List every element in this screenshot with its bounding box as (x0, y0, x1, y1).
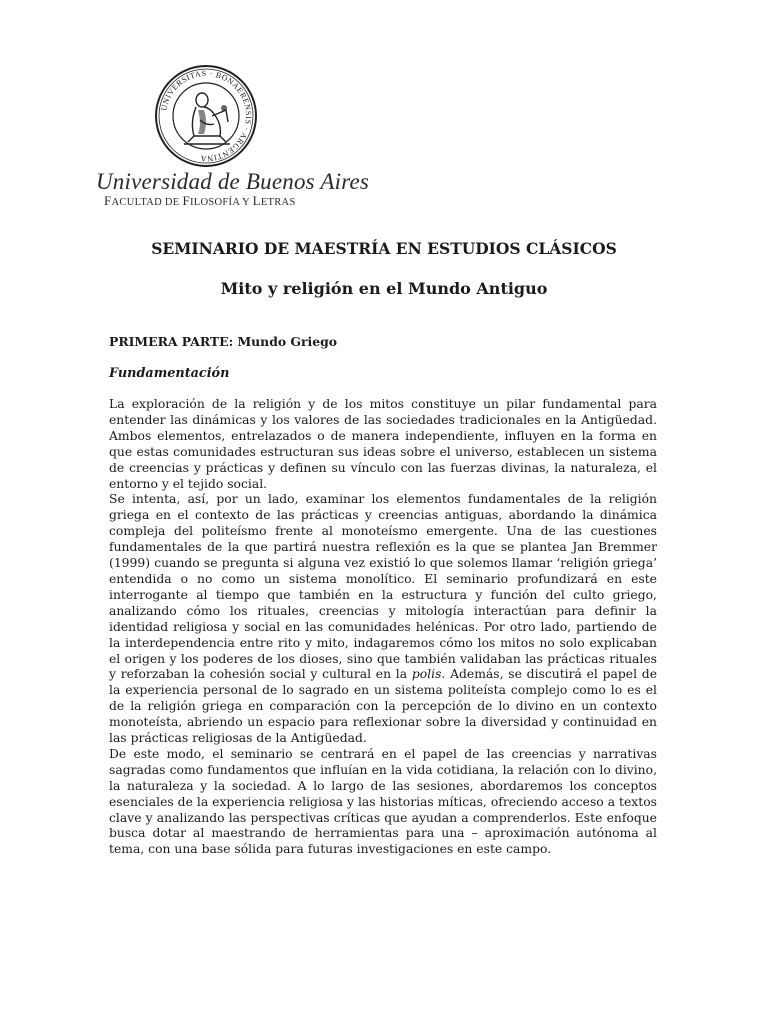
paragraph-text: . Además, se discutirá el papel de la experiencia personal de lo sagrado en un sistema politeísta complejo como lo es el de la religión griega en comparación con la percepción de lo divino en un contexto monoteísta, abriendo un espacio para reflexionar sobre la diversidad y continuidad en las prácticas religiosas de la Antigüedad. (109, 667, 657, 746)
seal-text: UNIVERSITAS · BONAERENSIS · ARGENTINA (159, 68, 254, 164)
faculty-initial: F (182, 193, 190, 208)
paragraph: La exploración de la religión y de los mitos constituye un pilar fundamental para entender las dinámicas y los valores de las sociedades tradicionales en la Antigüedad. Ambos elementos, entrelazados o de manera independiente, influyen en la forma en que estas comunidades estructuran sus ideas sobre el universo, establecen un sistema de creencias y prácticas y definen su vínculo con las fuerzas divinas, la naturaleza, el entorno y el tejido social. (109, 397, 657, 491)
paragraph (109, 492, 657, 747)
faculty-initial: F (104, 193, 112, 208)
university-seal-logo (154, 64, 258, 168)
letterhead (92, 62, 370, 212)
university-name: Universidad de Buenos Aires (96, 169, 370, 194)
part-heading: PRIMERA PARTE: Mundo Griego (109, 334, 338, 349)
section-heading: Fundamentación (109, 366, 230, 381)
italic-term: polis (411, 667, 442, 682)
seminar-title: SEMINARIO DE MAESTRÍA EN ESTUDIOS CLÁSICOS (151, 239, 617, 258)
faculty-initial: L (252, 193, 261, 208)
body-text (109, 397, 657, 858)
faculty-name (104, 193, 296, 209)
paragraph: De este modo, el seminario se centrará en el papel de las creencias y narrativas sagradas como fundamentos que influían en la vida cotidiana, la relación con lo divino, la naturaleza y la sociedad. A lo largo de las sesiones, abordaremos los conceptos esenciales de la experiencia religiosa y las historias míticas, ofreciendo acceso a textos clave y analizando las perspectivas críticas que ayudan a comprenderlos. Este enfoque busca dotar al maestrando de herramientas para una – aproximación autónoma al tema, con una base sólida para futuras investigaciones en este campo. (109, 746, 657, 857)
paragraph-text: Se intenta, así, por un lado, examinar los elementos fundamentales de la religión griega en el contexto de las prácticas y creencias antiguas, abordando la dinámica compleja del politeísmo frente al monoteísmo emergente. Una de las cuestiones fundamentales de la que partirá nuestra reflexión es la que se plantea Jan Bremmer (1999) cuando se pregunta si alguna vez existió lo que solemos llamar ‘religión griega’ entendida o no como un sistema monolítico. El seminario profundizará en este interrogante al tiempo que también en la estructura y función del culto griego, analizando cómo los rituales, creencias y mitología interactúan para definir la identidad religiosa y social en las comunidades helénicas. Por otro lado, partiendo de la interdependencia entre rito y mito, indagaremos cómo los mitos no solo explicaban el origen y los poderes de los dioses, sino que también validaban las prácticas rituales y reforzaban la cohesión social y cultural en la (109, 492, 657, 682)
faculty-smallcaps: ACULTAD DE (111, 197, 183, 208)
course-title: Mito y religión en el Mundo Antiguo (220, 279, 548, 298)
faculty-smallcaps: ILOSOFÍA Y (189, 197, 253, 208)
faculty-smallcaps: ETRAS (260, 197, 296, 208)
